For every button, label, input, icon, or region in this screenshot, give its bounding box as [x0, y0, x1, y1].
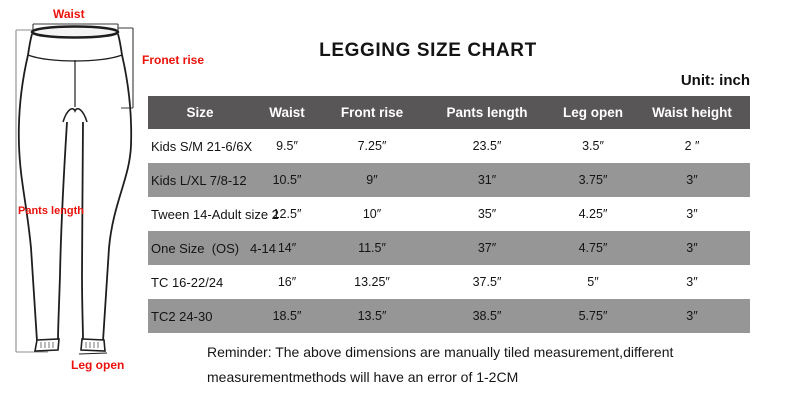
size-value: Tween 14-Adult size 2 — [151, 206, 279, 222]
waist-height-value: 2 ″ — [684, 139, 700, 153]
reminder-line-1: Reminder: The above dimensions are manually tiled measurement,different — [207, 344, 674, 360]
waist-value: 16″ — [277, 275, 297, 289]
size-value: TC2 24-30 — [151, 308, 213, 324]
waist-height-value: 3″ — [686, 275, 698, 289]
pants-length-value: 35″ — [477, 207, 497, 221]
pants-length-bracket — [16, 30, 48, 352]
front-rise-value: 11.5″ — [358, 241, 386, 255]
waist-height-value: 3″ — [686, 241, 698, 255]
reminder-note — [207, 340, 673, 390]
size-table-body — [148, 129, 750, 333]
leggings-outline — [19, 27, 131, 355]
pants-length-value: 31″ — [477, 173, 497, 187]
pants-length-value: 23.5″ — [472, 139, 502, 153]
pants-length-value: 37″ — [477, 241, 497, 255]
column-header-pants-length: Pants length — [422, 96, 552, 129]
table-row — [148, 265, 750, 299]
column-header-size: Size — [148, 96, 252, 129]
waist-value: 18.5″ — [272, 309, 302, 323]
waist-value: 9.5″ — [276, 139, 298, 153]
waist-height-value: 3″ — [686, 309, 698, 323]
leg-open-value: 5.75″ — [578, 309, 608, 323]
header-row — [148, 96, 750, 129]
leg-open-value: 4.75″ — [578, 241, 608, 255]
size-table — [148, 96, 750, 333]
size-value: Kids S/M 21-6/6X — [151, 138, 253, 154]
leg-open-value: 3.5″ — [582, 139, 604, 153]
leg-open-measure-label: Leg open — [71, 358, 125, 372]
table-row — [148, 231, 750, 265]
waist-height-value: 3″ — [686, 173, 698, 187]
leg-open-value: 4.25″ — [578, 207, 608, 221]
table-row — [148, 197, 750, 231]
reminder-line-2: measurementmethods will have an error of 1-2CM — [207, 369, 519, 385]
size-value: One Size (OS) 4-14 — [151, 240, 276, 256]
table-row — [148, 129, 750, 163]
column-header-waist: Waist — [252, 96, 322, 129]
front-rise-measure-label: Fronet rise — [142, 53, 205, 67]
page-title: LEGGING SIZE CHART — [319, 40, 537, 61]
pants-length-measure-label: Pants length — [18, 205, 85, 217]
size-value: TC 16-22/24 — [151, 274, 224, 290]
front-rise-value: 7.25″ — [357, 139, 387, 153]
front-rise-value: 13.5″ — [357, 309, 387, 323]
pants-length-value: 37.5″ — [472, 275, 502, 289]
leg-open-value: 3.75″ — [578, 173, 608, 187]
size-value: Kids L/XL 7/8-12 — [151, 172, 247, 188]
front-rise-value: 13.25″ — [354, 275, 390, 289]
table-row — [148, 163, 750, 197]
column-header-waist-height: Waist height — [634, 96, 750, 129]
size-table-header — [148, 96, 750, 129]
unit-label: Unit: inch — [680, 72, 750, 89]
waist-value: 12.5″ — [272, 207, 302, 221]
waist-height-value: 3″ — [686, 207, 698, 221]
column-header-leg-open: Leg open — [552, 96, 634, 129]
waist-measure-label: Waist — [53, 7, 85, 21]
table-row — [148, 299, 750, 333]
leg-open-value: 5″ — [587, 275, 599, 289]
front-rise-value: 10″ — [362, 207, 382, 221]
pants-length-value: 38.5″ — [472, 309, 502, 323]
waist-value: 14″ — [277, 241, 297, 255]
front-rise-value: 9″ — [366, 173, 378, 187]
waist-value: 10.5″ — [272, 173, 302, 187]
column-header-front-rise: Front rise — [322, 96, 422, 129]
